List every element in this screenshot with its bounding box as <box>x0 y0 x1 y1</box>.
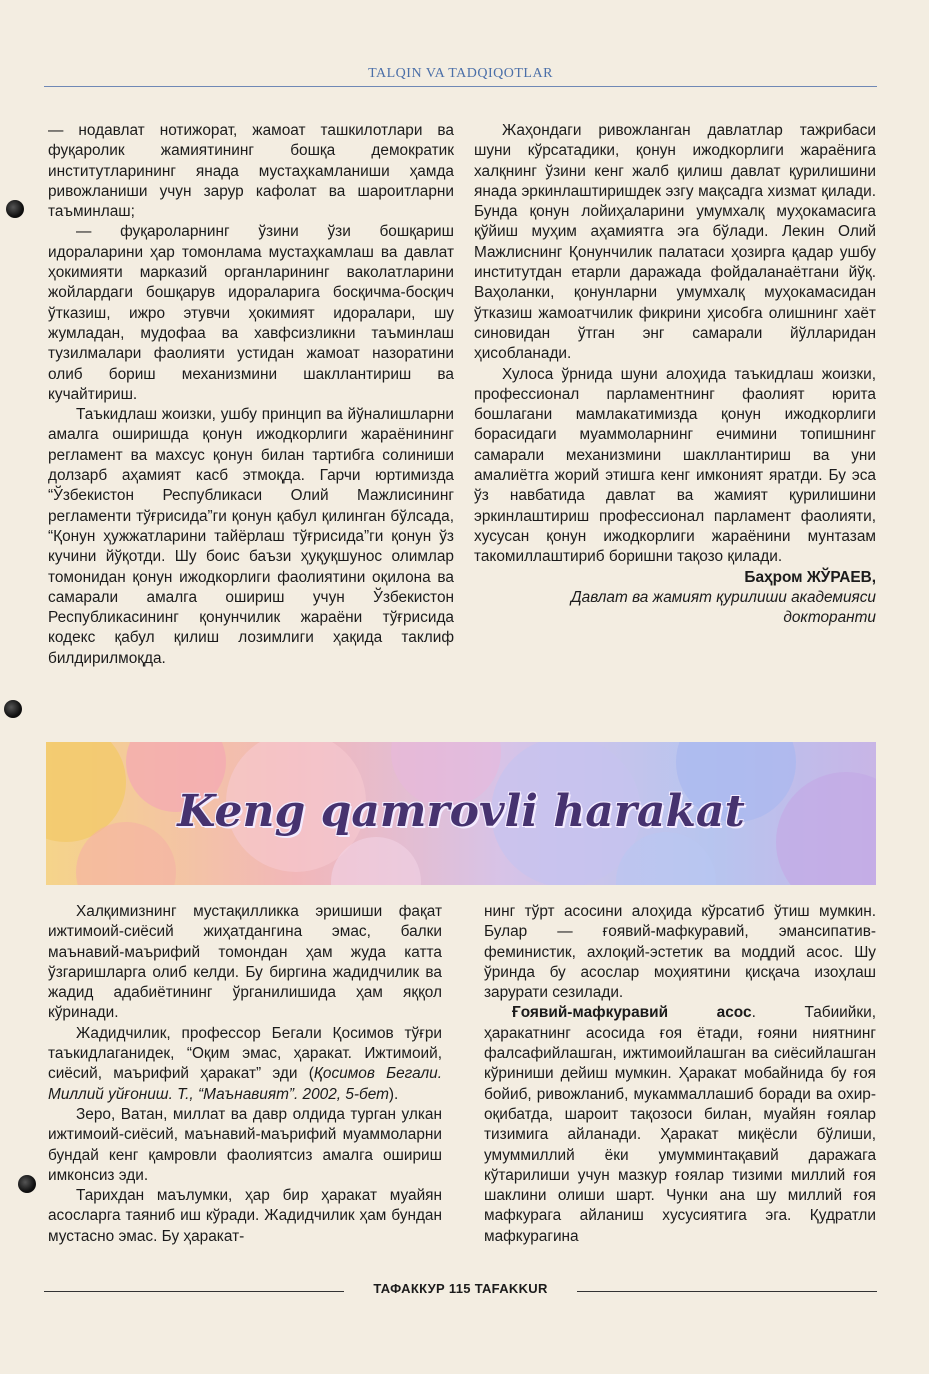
paragraph: Халқимизнинг мустақилликка эришиши фақат ижтимоий-сиёсий жиҳатдангина эмас, балки маънавий-маърифий томондан ҳам жуда катта ўзгаришларга олиб келди. Бу биргина жадидчилик ва жадид адабиётининг ўрганилишида ҳам яққол кўринади. <box>48 903 442 1022</box>
top-left-column <box>48 121 454 669</box>
paragraph: нинг тўрт асосини алоҳида кўрсатиб ўтиш мумкин. Булар — ғоявий-мафкуравий, эмансипатив-феминистик, ахлоқий-эстетик ва моддий асос. Шу ўринда бу асослар моҳиятини қисқача изоҳлаш зарурати сезилади. <box>484 903 876 1002</box>
section-lead: Ғоявий-мафкуравий асос <box>512 1004 752 1022</box>
article-banner <box>46 742 876 885</box>
paragraph-text: Жадидчилик, профессор Бегали Қосимов тўғри таъкидлаганидек, “Оқим эмас, ҳаракат. Ижтимоий, сиёсий, маърифий ҳаракат” эди ( <box>48 1024 442 1083</box>
top-right-column <box>474 121 876 628</box>
banner-title: Keng qamrovli harakat <box>177 786 745 837</box>
paragraph-with-citation <box>48 1024 442 1105</box>
bottom-right-column <box>484 902 876 1247</box>
paragraph: Таъкидлаш жоизки, ушбу принцип ва йўналишларни амалга оширишда қонун ижодкорлиги жараёнининг регламент ва махсус қонун билан тартибга солиниши долзарб аҳамият касб этмоқда. Гарчи юртимизда “Ўзбекистон Республикаси Олий Мажлисининг регламенти тўғрисида”ги қонун қабул қилинган бўлсада, “Қонун ҳужжатларини тайёрлаш тўғрисида”ги қонун ўз кучини йўқотди. Шу боис баъзи ҳуқуқшунос олимлар томонидан қонун ижодкорлиги фаолиятини оқилона ва самарали амалга ошириш учун Ўзбекистон Республикасининг қонунчилик жараёни тўғрисида кодекс қабул қилиш лозимлиги ҳақида таклиф билдирилмоқда. <box>48 406 454 667</box>
footer-text: ТАФАККУР 115 TAFAKKUR <box>373 1281 548 1296</box>
paragraph: — нодавлат нотижорат, жамоат ташкилотлари ва фуқаролик жамиятининг бошқа демократик институтларининг янада мустаҳкамланиши ҳамда ривожланиши учун зарур кафолат ва шароитларни таъминлаш; <box>48 122 454 221</box>
paragraph: Тарихдан маълумки, ҳар бир ҳаракат муайян асосларга таяниб иш кўради. Жадидчилик ҳам бундан мустасно эмас. Бу ҳаракат- <box>48 1187 442 1245</box>
page-footer <box>44 1281 877 1301</box>
author-name: Баҳром ЖЎРАЕВ, <box>744 568 876 586</box>
citation: Қосимов Бегали. Миллий уйғониш. Т., “Маънавият”. 2002, 5-бет <box>48 1065 442 1103</box>
bottom-left-column <box>48 902 442 1247</box>
paragraph-text-end: ). <box>388 1085 399 1103</box>
punch-hole <box>6 200 24 218</box>
author-title: Давлат ва жамият қурилиши академияси докторанти <box>570 588 876 627</box>
paragraph: — фуқароларнинг ўзини ўзи бошқариш идораларини ҳар томонлама мустаҳкамлаш ва давлат ҳокимияти марказий органларининг ваколатларини жойлардаги бошқарув идораларига босқичма-босқич ўтказиш, ижро этувчи ҳокимият идоралари, шу жумладан, мудофаа ва хавфсизликни таъминлаш тузилмалари фаолияти устидан жамоат назоратини олиб бориш механизмини шакллантириш ва кучайтириш. <box>48 223 454 403</box>
punch-hole <box>4 700 22 718</box>
footer-rule-right <box>577 1291 877 1292</box>
paragraph: Жаҳондаги ривожланган давлатлар тажрибаси шуни кўрсатадики, қонун ижодкорлиги жараёнига халқнинг ўзини кенг жалб қилиш давлат қурилишини янада эркинлаштиришдек эзгу мақсадга хизмат қилади. Бунда қонун лойиҳаларини умумхалқ муҳокамасига қўйиш муҳим аҳамиятга эга бўлади. Лекин Олий Мажлиснинг Қонунчилик палатаси ҳозирга қадар ушбу институтдан етарли даражада фойдаланаётгани йўқ. Ваҳоланки, қонунларни умумхалқ муҳокамасидан ўтказиш жамоатчилик фикрини ҳисобга олишнинг хаёт синовидан ўтган энг самарали йўлларидан ҳисобланади. <box>474 122 876 363</box>
section-paragraph <box>484 1003 876 1247</box>
running-header: TALQIN VA TADQIQOTLAR <box>368 66 553 81</box>
paragraph: Хулоса ўрнида шуни алоҳида таъкидлаш жоизки, профессионал парламентнинг фаолият юрита бошлагани мамлакатимизда қонун ижодкорлиги борасидаги муаммоларнинг ечимини топишнинг самарали механизмини шакллантириш ва уни амалиётга жорий этишга кенг имконият яратди. Бу эса ўз навбатида давлат ва жамият қурилишини эркинлаштириш профессионал парламент фаолияти, хусусан қонун ижодкорлиги жараёнини мунтазам такомиллаштириб боришни тақозо қилади. <box>474 365 876 566</box>
paragraph-text: . Табиийки, ҳаракатнинг асосида ғоя ётади, ғояни ниятнинг фалсафийлашган, ижтимоийлашган ва сиёсийлашган кўриниши дейиш мумкин. Ҳаракат мобайнида бу ғоя бойиб, ривожланиб, мукаммаллашиб боради ва охир-оқибатда, шароит тақозоси билан, муайян ғоялар тизимига айланади. Ҳаракат миқёсли бўлиши, умуммиллий ёки умумминтақавий даражага кўтарилиши учун мазкур ғоялар тизими миллий ғоя шаклини олиши шарт. Чунки ана шу миллий ғоя мафкурага айланиш хусусиятига эга. Қудратли мафкурагина <box>484 1004 876 1245</box>
punch-hole <box>18 1175 36 1193</box>
paragraph: Зеро, Ватан, миллат ва давр олдида турган улкан ижтимоий-сиёсий, маънавий-маърифий муаммоларни бундай кенг қамровли фаолиятсиз амалга ошириш имконсиз эди. <box>48 1105 442 1184</box>
header-rule <box>44 86 877 87</box>
